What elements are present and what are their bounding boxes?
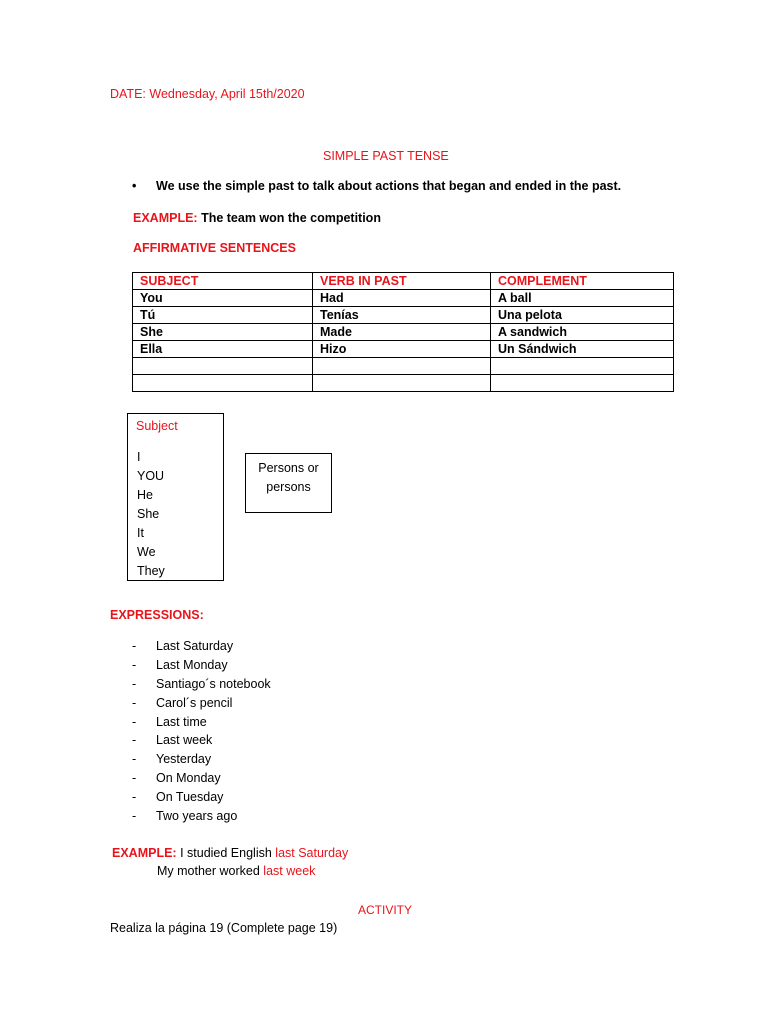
bullet-icon: •: [132, 179, 137, 193]
table-cell: Una pelota: [491, 307, 674, 324]
dash-icon: -: [132, 771, 137, 786]
table-cell: Ella: [133, 341, 313, 358]
table-cell: A ball: [491, 290, 674, 307]
date-line: [110, 87, 305, 101]
example-text: The team won the competition: [201, 211, 381, 225]
example-label: EXAMPLE:: [133, 211, 198, 225]
list-item: YOU: [137, 469, 165, 483]
example-highlight: last Saturday: [275, 846, 349, 860]
list-item: We: [137, 545, 156, 559]
subject-box-title: Subject: [136, 419, 178, 433]
list-item: [132, 769, 271, 788]
table-row: [133, 358, 674, 375]
table-cell: [133, 375, 313, 392]
activity-heading: ACTIVITY: [358, 903, 413, 917]
list-item: [132, 731, 271, 750]
list-item: I: [137, 450, 141, 464]
example-text: My mother worked: [157, 864, 260, 878]
table-row: [133, 375, 674, 392]
dash-icon: -: [132, 790, 137, 805]
list-item: [132, 807, 271, 826]
list-item: They: [137, 564, 165, 578]
list-item: He: [137, 488, 153, 502]
example-text: I studied English: [180, 846, 272, 860]
list-item: [132, 713, 271, 732]
page-title: SIMPLE PAST TENSE: [323, 149, 449, 163]
expression-text: Last week: [156, 733, 213, 748]
affirmative-heading: AFFIRMATIVE SENTENCES: [133, 241, 296, 255]
example-line: [112, 846, 348, 860]
list-item: It: [137, 526, 144, 540]
dash-icon: -: [132, 657, 137, 672]
bullet-item: [132, 179, 621, 193]
dash-icon: -: [132, 714, 137, 729]
list-item: [132, 656, 271, 675]
persons-line: Persons or: [258, 461, 319, 475]
expression-text: Last Monday: [156, 657, 228, 672]
expression-text: On Monday: [156, 771, 221, 786]
expression-text: Yesterday: [156, 752, 212, 767]
table-header-row: [133, 273, 674, 290]
list-item: [132, 675, 271, 694]
expression-text: Santiago´s notebook: [156, 676, 271, 691]
table-cell: [313, 358, 491, 375]
persons-line: persons: [266, 480, 311, 494]
list-item: [132, 750, 271, 769]
table-cell: [313, 375, 491, 392]
dash-icon: -: [132, 676, 137, 691]
table-header: SUBJECT: [133, 273, 313, 290]
dash-icon: -: [132, 695, 137, 710]
table-cell: She: [133, 324, 313, 341]
table-row: [133, 307, 674, 324]
example-highlight: last week: [263, 864, 316, 878]
table-cell: Made: [313, 324, 491, 341]
table-cell: Hizo: [313, 341, 491, 358]
table-cell: Tenías: [313, 307, 491, 324]
dash-icon: -: [132, 752, 137, 767]
table-cell: A sandwich: [491, 324, 674, 341]
expression-text: Two years ago: [156, 809, 238, 824]
subject-box: [127, 413, 224, 581]
expression-text: On Tuesday: [156, 790, 224, 805]
example-line: [157, 864, 315, 878]
date-label: DATE:: [110, 87, 146, 101]
bullet-text: We use the simple past to talk about actions that began and ended in the past.: [156, 179, 622, 193]
table-cell: [491, 358, 674, 375]
list-item: [132, 788, 271, 807]
verb-table: [132, 272, 674, 392]
table-cell: You: [133, 290, 313, 307]
table-cell: Had: [313, 290, 491, 307]
table-row: [133, 290, 674, 307]
table-cell: Tú: [133, 307, 313, 324]
list-item: [132, 694, 271, 713]
table-row: [133, 324, 674, 341]
expressions-list: [132, 637, 271, 826]
table-header: COMPLEMENT: [491, 273, 674, 290]
persons-box: [245, 453, 332, 513]
expression-text: Carol´s pencil: [156, 695, 233, 710]
table-cell: [133, 358, 313, 375]
example-label: EXAMPLE:: [112, 846, 177, 860]
activity-instruction: Realiza la página 19 (Complete page 19): [110, 921, 338, 935]
dash-icon: -: [132, 809, 137, 824]
table-row: [133, 341, 674, 358]
expression-text: Last time: [156, 714, 207, 729]
table-header: VERB IN PAST: [313, 273, 491, 290]
date-value: Wednesday, April 15th/2020: [149, 87, 305, 101]
expressions-heading: EXPRESSIONS:: [110, 608, 204, 622]
subject-list: [137, 448, 165, 581]
dash-icon: -: [132, 733, 137, 748]
dash-icon: -: [132, 639, 137, 653]
expression-text: Last Saturday: [156, 639, 234, 653]
list-item: [132, 637, 271, 656]
example-line: [133, 211, 381, 225]
table-cell: [491, 375, 674, 392]
table-cell: Un Sándwich: [491, 341, 674, 358]
list-item: She: [137, 507, 160, 521]
